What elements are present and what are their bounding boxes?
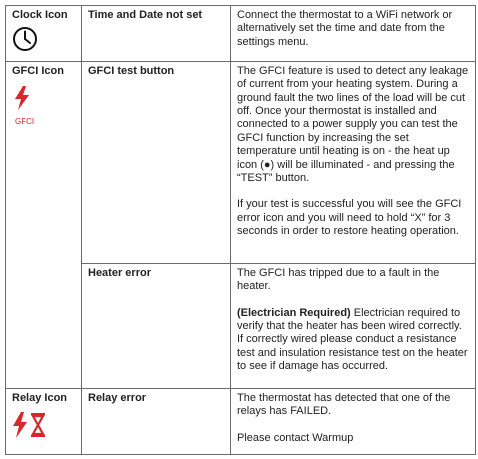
description-text: The thermostat has detected that one of the relays has FAILED. — [237, 391, 451, 418]
description-text: Connect the thermostat to a WiFi network or alternatively set the time and date from the settings menu. — [237, 9, 453, 48]
description-cell — [231, 6, 476, 62]
table-row — [6, 6, 476, 62]
item-cell — [82, 263, 231, 388]
table-row — [6, 61, 476, 263]
table-row — [6, 388, 476, 454]
icon-title: Relay Icon — [12, 391, 68, 404]
icon-title: Clock Icon — [12, 9, 68, 21]
icon-title: GFCI Icon — [12, 64, 64, 77]
icon-cell — [6, 61, 82, 388]
electrician-required-label: (Electrician Required) — [237, 306, 351, 319]
description-cell — [231, 263, 476, 388]
description-text: Please contact Warmup — [237, 431, 354, 444]
icon-cell — [6, 6, 82, 62]
item-label: Relay error — [88, 391, 147, 404]
error-icons-table — [5, 5, 476, 455]
gfci-icon — [12, 86, 75, 128]
description-cell — [231, 388, 476, 454]
description-text: If your test is successful you will see the GFCI error icon and you will need to hold “X” for 3 seconds in order to restore heating operation. — [237, 198, 462, 238]
item-label: Time and Date not set — [88, 9, 203, 21]
item-cell — [82, 61, 231, 263]
relay-icon — [12, 412, 75, 442]
description-text: The GFCI feature is used to detect any leakage of current from your heating system. During a ground fault the two lines of the load will be cut off. Once your thermostat is installed and connected to a power supply you can test the GFCI function by increasing the set temperature until heating is on - the heat up icon (●) will be illuminated - and pressing the “TEST” button. — [237, 64, 469, 185]
clock-icon — [12, 26, 75, 56]
item-label: Heater error — [88, 266, 151, 279]
description-text — [237, 307, 469, 374]
item-label: GFCI test button — [88, 64, 175, 77]
icon-cell — [6, 388, 82, 454]
description-text-rest: Electrician required to verify that the heater has been wired correctly. If correctly wired please conduct a resistance test and insulation resistance test on the heater to see if damage has occurred. — [237, 306, 468, 373]
item-cell — [82, 388, 231, 454]
description-cell — [231, 61, 476, 263]
item-cell — [82, 6, 231, 62]
description-text: The GFCI has tripped due to a fault in the heater. — [237, 266, 440, 293]
gfci-icon-label: GFCI — [15, 116, 35, 126]
